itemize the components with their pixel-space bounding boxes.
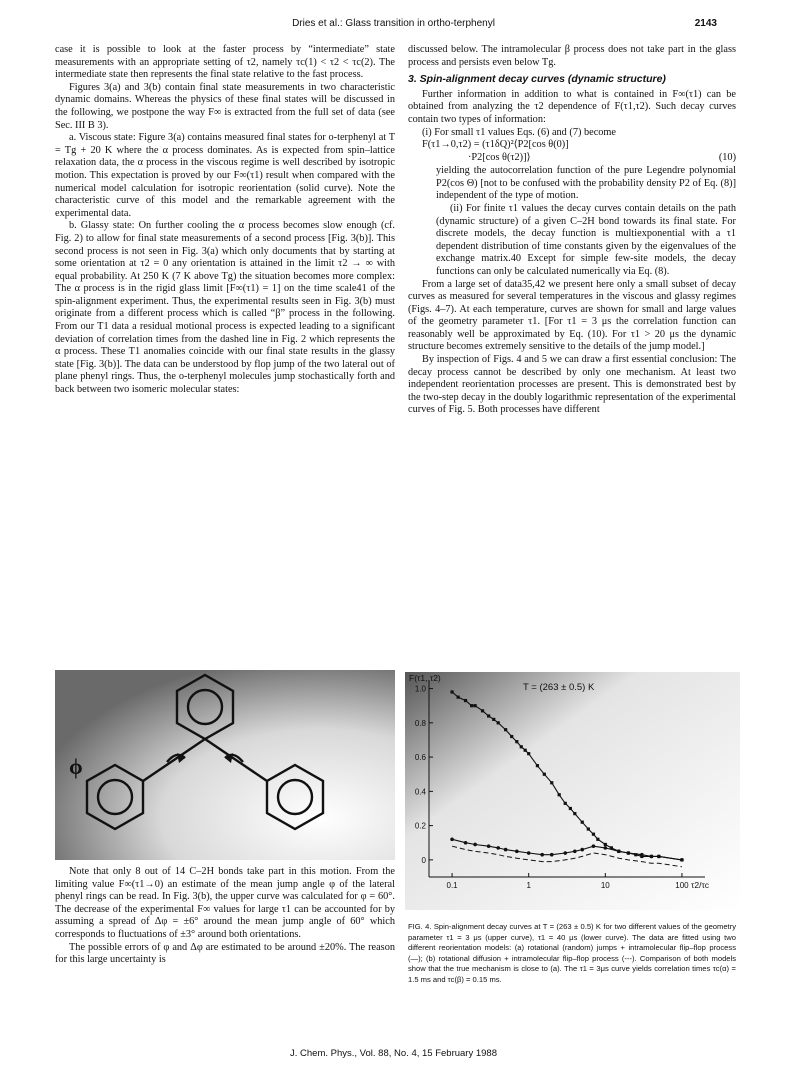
y-tick-label: 0.6 bbox=[414, 753, 426, 763]
data-point-circle bbox=[604, 846, 608, 850]
data-point-circle bbox=[680, 858, 684, 862]
data-point-square bbox=[497, 721, 500, 724]
phenyl-jump-figure bbox=[55, 670, 395, 860]
left-paragraph-2: Figures 3(a) and 3(b) contain final state measurements in two characteristic dynamic domains. Whereas the physics of these final states will be discussed in the following, we postpone the way F∞ is extracted from the full set of data (see Sec. III B 3). bbox=[55, 81, 395, 131]
y-tick-label: 0.4 bbox=[414, 787, 426, 797]
data-point-circle bbox=[617, 850, 621, 854]
equation-10-lhs: F(τ1→0,τ2) = (τ1δQ)²⟨P2[cos θ(0)] bbox=[422, 139, 569, 151]
plot-background bbox=[405, 672, 740, 910]
data-point-circle bbox=[504, 848, 508, 852]
right-paragraph-3: yielding the autocorrelation function of the pure Legendre polynomial P2(cos Θ) [not to be confused with the probability density P2 of Eq. (8)] independent of the type of motion. bbox=[436, 165, 736, 202]
jump-angle-phi-label: ϕ bbox=[69, 754, 83, 779]
data-point-circle bbox=[527, 851, 531, 855]
left-paragraph-3: a. Viscous state: Figure 3(a) contains measured final states for o-terphenyl at T = Tg + 20 K where the α process dominates. As is expected from spin–lattice relaxation data, the α process in the viscous regime is well described by isotropic motion. This expectation is proved by our F∞(τ1) result when compared with the numerical model calculation for isotropic reorientation (solid curve). Note the characteristic curve of this model and the remarkable agreement with the experimental data. bbox=[55, 132, 395, 219]
data-point-square bbox=[573, 812, 576, 815]
data-point-square bbox=[536, 764, 539, 767]
data-point-square bbox=[558, 793, 561, 796]
data-point-circle bbox=[640, 853, 644, 857]
data-point-circle bbox=[473, 843, 477, 847]
journal-footer: J. Chem. Phys., Vol. 88, No. 4, 15 February 1988 bbox=[290, 1048, 497, 1059]
figure-background bbox=[55, 670, 395, 860]
data-point-circle bbox=[657, 855, 661, 859]
data-point-square bbox=[470, 704, 473, 707]
data-point-square bbox=[457, 696, 460, 699]
figure-4-caption: FIG. 4. Spin-alignment decay curves at T = (263 ± 0.5) K for two different values of the geometry parameter τ1 = 3 μs (upper curve), τ1 = 40 μs (lower curve). The data are fitted using two different reorientation models: (a) rotational (random) jumps + intramolecular flip–flop process (—); (b) rotational diffusion + intramolecular flip–flop process (---). Comparison of both models show that the true mechanism is close to (a). The τ1 = 3μs curve yields correlation times τc(α) = 1.5 ms and τc(β) = 0.15 ms. bbox=[408, 922, 736, 984]
right-column bbox=[408, 44, 736, 417]
data-point-square bbox=[510, 735, 513, 738]
data-point-square bbox=[481, 709, 484, 712]
x-tick-label: 100 bbox=[675, 881, 689, 890]
data-point-square bbox=[450, 690, 453, 693]
y-axis-label: F(τ1, τ2) bbox=[409, 673, 441, 683]
data-point-circle bbox=[496, 846, 500, 850]
running-title: Dries et al.: Glass transition in ortho-terphenyl bbox=[292, 18, 495, 29]
data-point-square bbox=[515, 740, 518, 743]
equation-10-line-2 bbox=[408, 152, 736, 165]
data-point-circle bbox=[592, 844, 596, 848]
data-point-circle bbox=[580, 848, 584, 852]
y-tick-label: 0 bbox=[421, 855, 426, 865]
left-column-bottom bbox=[55, 866, 395, 967]
data-point-circle bbox=[573, 850, 577, 854]
data-point-square bbox=[474, 704, 477, 707]
phenyl-jump-diagram bbox=[55, 670, 395, 860]
data-point-circle bbox=[515, 850, 519, 854]
data-point-square bbox=[604, 843, 607, 846]
left-paragraph-5: Note that only 8 out of 14 C–2H bonds take part in this motion. From the limiting value F∞(τ1→0) an estimate of the mean jump angle φ of the lateral phenyl rings can be read. In Fig. 3(b), the upper curve was calculated for φ = 60°. The decrease of the experimental F∞ values for large τ1 can be accounted for by assuming a spread of Δφ = ±6° around the mean jump angle of 60° which corresponds to fluctuations of ±3° around both orientations. bbox=[55, 866, 395, 940]
x-axis-label: τ2/τc bbox=[691, 880, 710, 890]
section-heading: 3. Spin-alignment decay curves (dynamic structure) bbox=[408, 73, 666, 86]
figure-4-plot bbox=[405, 672, 740, 910]
data-point-square bbox=[550, 781, 553, 784]
data-point-circle bbox=[550, 853, 554, 857]
data-point-square bbox=[527, 752, 530, 755]
data-point-square bbox=[587, 827, 590, 830]
data-point-circle bbox=[450, 838, 454, 842]
x-tick-label: 1 bbox=[526, 881, 531, 890]
data-point-circle bbox=[563, 851, 567, 855]
x-tick-label: 0.1 bbox=[446, 881, 458, 890]
data-point-square bbox=[592, 833, 595, 836]
right-paragraph-1: discussed below. The intramolecular β process does not take part in the glass process and persists even below Tg. bbox=[408, 44, 736, 68]
data-point-square bbox=[524, 749, 527, 752]
data-point-square bbox=[610, 846, 613, 849]
data-point-circle bbox=[540, 853, 544, 857]
equation-10-line-1 bbox=[408, 139, 736, 152]
decay-curve-chart bbox=[405, 672, 740, 910]
data-point-circle bbox=[627, 851, 631, 855]
page-number: 2143 bbox=[694, 18, 717, 29]
data-point-square bbox=[487, 714, 490, 717]
equation-10-rhs: ·P2[cos θ(τ2)]⟩ bbox=[468, 152, 531, 164]
chart-title: T = (263 ± 0.5) K bbox=[523, 682, 595, 693]
data-point-square bbox=[596, 838, 599, 841]
left-paragraph-4: b. Glassy state: On further cooling the α process becomes slow enough (cf. Fig. 2) to allow for final state measurements of a second process [Fig. 3(b)]. This second process is not seen in Fig. 3(a) which only documents that by starting at some orientation at τ2 = 0 any orientation is attained in the limit τ2 → ∞ with equal probability. At 250 K (7 K above Tg) the situation becomes more complex: The α process is in the rigid glass limit [F∞(τ1) = 1] on the time scale41 of the spin-alignment experiment. Thus, the experimental results seen in Fig. 3(b) must originate from a different process which is called “β” process in the following. From our T1 data a residual motional process is expected leading to a significant deviation of correlation times from the dashed line in Fig. 2 which represents the α process. These T1 anomalies coincide with our final state results in the glassy state [Fig. 3(b)]. The data can be understood by flop jump of the two lateral out of plane phenyl rings. Thus, the o-terphenyl molecules jump stochastically forth and back between two isomeric molecular states: bbox=[55, 220, 395, 396]
data-point-circle bbox=[487, 844, 491, 848]
equation-number: (10) bbox=[718, 152, 736, 164]
data-point-square bbox=[581, 821, 584, 824]
left-paragraph-6: The possible errors of φ and Δφ are estimated to be around ±20%. The reason for this large uncertainty is bbox=[55, 941, 395, 966]
item-i: (i) For small τ1 values Eqs. (6) and (7) become bbox=[422, 126, 617, 138]
x-tick-label: 10 bbox=[600, 881, 610, 890]
data-point-square bbox=[569, 807, 572, 810]
data-point-square bbox=[564, 802, 567, 805]
data-point-circle bbox=[650, 855, 654, 859]
data-point-square bbox=[520, 745, 523, 748]
data-point-square bbox=[492, 718, 495, 721]
right-paragraph-2: Further information in addition to what is contained in F∞(τ1) can be obtained from analyzing the τ2 dependence of F(τ1,τ2). Such decay curves contain two types of information: bbox=[408, 88, 736, 125]
right-paragraph-4: From a large set of data35,42 we present here only a small subset of decay curves as measured for several temperatures in the viscous and glassy regimes (Figs. 4–7). At each temperature, curves are shown for small and large values of the geometry parameter τ1. [For τ1 = 3 μs the correlation function can reasonably well be approximated by Eq. (10). For τ1 > 20 μs the dynamic structure becomes extremely sensitive to the details of the jump model.] bbox=[408, 278, 736, 353]
left-paragraph-1: case it is possible to look at the faster process by “intermediate” state measurements with an appropriate setting of τ2, namely τc(1) < τ2 < τc(2). The intermediate state then represents the final state relative to the fast process. bbox=[55, 44, 395, 81]
y-tick-label: 0.8 bbox=[414, 718, 426, 728]
data-point-circle bbox=[464, 841, 468, 845]
data-point-square bbox=[464, 699, 467, 702]
y-tick-label: 0.2 bbox=[414, 821, 426, 831]
right-paragraph-5: By inspection of Figs. 4 and 5 we can draw a first essential conclusion: The decay process cannot be described by only one mechanism. At least two independent reorientation processes are present. This is demonstrated best by the two-step decay in the doubly logarithmic representation of the experimental curves of Fig. 5. Both processes have different bbox=[408, 354, 736, 416]
data-point-square bbox=[634, 853, 637, 856]
data-point-square bbox=[504, 728, 507, 731]
y-tick-label: 1.0 bbox=[414, 684, 426, 694]
item-ii: (ii) For finite τ1 values the decay curves contain details on the path (dynamic structure) of a given C–2H bond towards its final state. For discrete models, the decay function is multiexponential with a τ1 dependent distribution of time constants given by the eigenvalues of the exchange matrix.40 Except for simple few-site models, the decay functions can only be calculated numerically via Eq. (8). bbox=[436, 202, 736, 277]
left-column bbox=[55, 44, 395, 397]
data-point-square bbox=[543, 773, 546, 776]
